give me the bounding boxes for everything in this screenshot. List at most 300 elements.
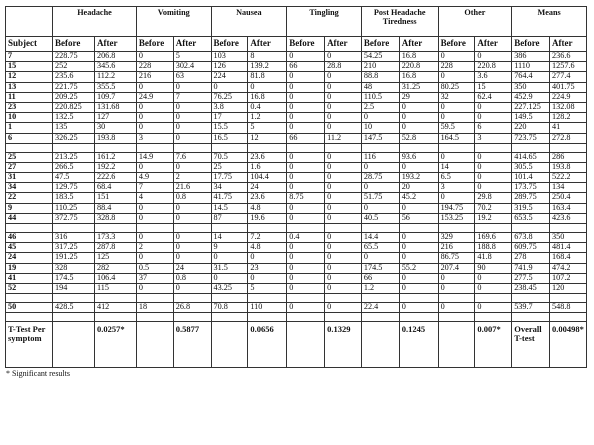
- table-cell: 109.7: [94, 92, 136, 102]
- empty-cell: [136, 143, 173, 152]
- subject-cell: 24: [6, 253, 53, 263]
- table-cell: 474.2: [550, 263, 587, 273]
- table-cell: 66: [287, 133, 325, 143]
- table-cell: 0: [287, 113, 325, 123]
- empty-cell: [248, 313, 287, 322]
- table-cell: 55.2: [399, 263, 438, 273]
- results-table: [5, 6, 587, 368]
- separator-row: [6, 143, 587, 152]
- table-cell: 127: [94, 113, 136, 123]
- table-cell: 0: [325, 203, 362, 213]
- table-cell: 7: [136, 183, 173, 193]
- empty-cell: [94, 224, 136, 233]
- table-cell: 0: [211, 253, 248, 263]
- table-cell: 80.25: [438, 82, 475, 92]
- table-cell: 147.5: [361, 133, 399, 143]
- table-cell: 0: [136, 253, 173, 263]
- table-cell: 236.6: [550, 52, 587, 62]
- subject-cell: 27: [6, 162, 53, 172]
- subject-cell: 45: [6, 243, 53, 253]
- table-body: [6, 52, 587, 322]
- table-cell: 386: [512, 52, 550, 62]
- table-row: [6, 283, 587, 293]
- table-cell: 0: [325, 183, 362, 193]
- table-cell: 548.8: [550, 303, 587, 313]
- table-cell: 0: [173, 233, 211, 243]
- table-row: [6, 72, 587, 82]
- empty-cell: [136, 224, 173, 233]
- table-cell: 59.5: [438, 123, 475, 133]
- empty-cell: [211, 294, 248, 303]
- table-cell: 1257.6: [550, 62, 587, 72]
- table-cell: 19.6: [248, 213, 287, 223]
- table-cell: 134: [550, 183, 587, 193]
- table-cell: 24.9: [136, 92, 173, 102]
- table-cell: 12: [248, 133, 287, 143]
- table-cell: 16.8: [399, 72, 438, 82]
- subject-cell: 1: [6, 123, 53, 133]
- table-cell: 0: [136, 162, 173, 172]
- table-cell: 328: [53, 263, 95, 273]
- table-cell: 5: [248, 123, 287, 133]
- table-cell: 32: [438, 92, 475, 102]
- table-cell: 163.4: [550, 203, 587, 213]
- table-cell: 4.8: [248, 203, 287, 213]
- table-cell: 0: [325, 263, 362, 273]
- table-cell: 63: [173, 72, 211, 82]
- table-cell: 7.6: [173, 152, 211, 162]
- table-cell: 286: [550, 152, 587, 162]
- table-cell: 41.75: [211, 193, 248, 203]
- table-cell: 62.4: [475, 92, 512, 102]
- table-cell: 0: [475, 102, 512, 112]
- empty-cell: [361, 143, 399, 152]
- table-row: [6, 243, 587, 253]
- header-corner: [6, 7, 53, 37]
- table-cell: 41.8: [475, 253, 512, 263]
- table-cell: 17: [211, 113, 248, 123]
- table-cell: 193.8: [550, 162, 587, 172]
- ttest-nausea: 0.0656: [248, 322, 287, 368]
- table-cell: 16.8: [248, 92, 287, 102]
- subject-cell: 44: [6, 213, 53, 223]
- table-cell: 2: [136, 243, 173, 253]
- subject-cell: 19: [6, 263, 53, 273]
- table-cell: 14.4: [361, 233, 399, 243]
- table-cell: 345.6: [94, 62, 136, 72]
- table-cell: 414.65: [512, 152, 550, 162]
- table-cell: 17.75: [211, 173, 248, 183]
- ttest-row: [6, 322, 587, 368]
- table-cell: 0: [287, 283, 325, 293]
- table-cell: 4: [136, 193, 173, 203]
- empty-cell: [6, 294, 53, 303]
- table-cell: 14: [438, 162, 475, 172]
- header-before: Before: [53, 37, 95, 52]
- table-cell: 0: [438, 72, 475, 82]
- table-cell: 1.2: [361, 283, 399, 293]
- table-cell: 1.2: [248, 113, 287, 123]
- table-cell: 0: [438, 303, 475, 313]
- table-cell: 0: [438, 273, 475, 283]
- empty-cell: [173, 143, 211, 152]
- table-cell: 0: [325, 82, 362, 92]
- footnote: * Significant results: [6, 369, 70, 379]
- table-cell: 0: [438, 52, 475, 62]
- table-cell: 305.5: [512, 162, 550, 172]
- table-cell: 0: [211, 273, 248, 283]
- table-cell: 52.8: [399, 133, 438, 143]
- table-cell: 428.5: [53, 303, 95, 313]
- table-cell: 194: [53, 283, 95, 293]
- table-cell: 250.4: [550, 193, 587, 203]
- table-cell: 4.9: [136, 173, 173, 183]
- table-cell: 22.4: [361, 303, 399, 313]
- table-row: [6, 113, 587, 123]
- subject-cell: 7: [6, 52, 53, 62]
- ttest-nausea-blank: [211, 322, 248, 368]
- table-cell: 3.6: [475, 72, 512, 82]
- table-row: [6, 253, 587, 263]
- table-row: [6, 152, 587, 162]
- table-cell: 0: [136, 233, 173, 243]
- table-cell: 31.5: [211, 263, 248, 273]
- table-cell: 0: [287, 173, 325, 183]
- table-cell: 132.5: [53, 113, 95, 123]
- header-before: Before: [136, 37, 173, 52]
- empty-cell: [475, 224, 512, 233]
- table-cell: 5: [173, 52, 211, 62]
- table-cell: 31.25: [399, 82, 438, 92]
- table-cell: 174.5: [53, 273, 95, 283]
- table-cell: 135: [53, 123, 95, 133]
- table-cell: 228: [438, 62, 475, 72]
- table-cell: 88.8: [361, 72, 399, 82]
- table-cell: 0.8: [173, 193, 211, 203]
- subject-cell: 23: [6, 102, 53, 112]
- table-cell: 0: [475, 52, 512, 62]
- table-cell: 23: [248, 263, 287, 273]
- table-cell: 0: [136, 203, 173, 213]
- table-cell: 228.75: [53, 52, 95, 62]
- empty-cell: [550, 313, 587, 322]
- table-cell: 2: [173, 173, 211, 183]
- table-cell: 45.2: [399, 193, 438, 203]
- subject-cell: 46: [6, 233, 53, 243]
- table-cell: 70.5: [211, 152, 248, 162]
- ttest-tiredness-blank: [361, 322, 399, 368]
- table-cell: 164.5: [438, 133, 475, 143]
- empty-cell: [53, 313, 95, 322]
- table-cell: 350: [512, 82, 550, 92]
- table-cell: 0: [287, 123, 325, 133]
- table-cell: 14: [211, 233, 248, 243]
- table-cell: 0: [325, 123, 362, 133]
- table-cell: 0: [325, 253, 362, 263]
- table-cell: 192.2: [94, 162, 136, 172]
- empty-cell: [550, 224, 587, 233]
- header-post-headache-tiredness: Post Headache Tiredness: [361, 7, 438, 37]
- table-cell: 0: [173, 213, 211, 223]
- header-other: Other: [438, 7, 512, 37]
- table-cell: 723.75: [512, 133, 550, 143]
- table-row: [6, 263, 587, 273]
- table-cell: 0: [136, 102, 173, 112]
- table-cell: 129.75: [53, 183, 95, 193]
- table-cell: 0: [248, 253, 287, 263]
- table-cell: 125: [94, 253, 136, 263]
- table-cell: 0: [475, 273, 512, 283]
- table-cell: 0: [399, 102, 438, 112]
- table-cell: 0: [287, 243, 325, 253]
- table-cell: 0: [211, 82, 248, 92]
- table-row: [6, 193, 587, 203]
- empty-cell: [53, 294, 95, 303]
- table-cell: 0: [399, 123, 438, 133]
- table-cell: 0: [399, 283, 438, 293]
- table-cell: 372.75: [53, 213, 95, 223]
- table-row: [6, 173, 587, 183]
- table-cell: 0.4: [248, 102, 287, 112]
- table-cell: 0: [173, 162, 211, 172]
- table-row: [6, 233, 587, 243]
- table-cell: 193.8: [94, 133, 136, 143]
- table-cell: 7: [173, 92, 211, 102]
- empty-cell: [94, 143, 136, 152]
- ttest-vomiting: 0.5877: [173, 322, 211, 368]
- table-cell: 65.5: [361, 243, 399, 253]
- table-cell: 326.25: [53, 133, 95, 143]
- table-cell: 43.25: [211, 283, 248, 293]
- table-cell: 401.75: [550, 82, 587, 92]
- table-cell: 329: [438, 233, 475, 243]
- subject-cell: 15: [6, 62, 53, 72]
- table-cell: 51.75: [361, 193, 399, 203]
- table-cell: 149.5: [512, 113, 550, 123]
- header-tingling: Tingling: [287, 7, 362, 37]
- table-cell: 88.4: [94, 203, 136, 213]
- table-cell: 0: [438, 113, 475, 123]
- empty-cell: [361, 313, 399, 322]
- table-cell: 0: [287, 102, 325, 112]
- table-cell: 0: [399, 203, 438, 213]
- table-cell: 0: [325, 162, 362, 172]
- subject-cell: 41: [6, 273, 53, 283]
- table-cell: 0: [287, 72, 325, 82]
- subject-cell: 13: [6, 82, 53, 92]
- table-cell: 224: [211, 72, 248, 82]
- empty-cell: [512, 313, 550, 322]
- header-means: Means: [512, 7, 587, 37]
- separator-row: [6, 313, 587, 322]
- table-cell: 19.2: [475, 213, 512, 223]
- table-cell: 0: [325, 72, 362, 82]
- table-cell: 0.8: [173, 273, 211, 283]
- table-cell: 0: [399, 253, 438, 263]
- header-after: After: [248, 37, 287, 52]
- table-cell: 653.5: [512, 213, 550, 223]
- ttest-other: 0.007*: [475, 322, 512, 368]
- empty-cell: [94, 294, 136, 303]
- table-cell: 302.4: [173, 62, 211, 72]
- subject-cell: 10: [6, 113, 53, 123]
- empty-cell: [94, 313, 136, 322]
- empty-cell: [53, 224, 95, 233]
- empty-cell: [438, 294, 475, 303]
- ttest-headache: 0.0257*: [94, 322, 136, 368]
- table-cell: 0: [325, 243, 362, 253]
- table-cell: 0: [325, 213, 362, 223]
- table-cell: 68.4: [94, 183, 136, 193]
- table-cell: 70.2: [475, 203, 512, 213]
- table-cell: 20: [399, 183, 438, 193]
- table-cell: 0: [399, 273, 438, 283]
- header-vomiting: Vomiting: [136, 7, 211, 37]
- table-cell: 47.5: [53, 173, 95, 183]
- ttest-tiredness: 0.1245: [399, 322, 438, 368]
- table-cell: 0: [136, 82, 173, 92]
- table-cell: 0: [325, 273, 362, 283]
- table-cell: 0: [173, 82, 211, 92]
- table-cell: 14.5: [211, 203, 248, 213]
- table-cell: 56: [399, 213, 438, 223]
- table-cell: 0: [287, 183, 325, 193]
- table-cell: 16.8: [399, 52, 438, 62]
- table-cell: 0: [361, 183, 399, 193]
- empty-cell: [475, 313, 512, 322]
- table-cell: 26.8: [173, 303, 211, 313]
- empty-cell: [325, 294, 362, 303]
- table-row: [6, 92, 587, 102]
- ttest-headache-blank: [53, 322, 95, 368]
- table-cell: 28.8: [325, 62, 362, 72]
- table-cell: 0: [475, 283, 512, 293]
- table-row: [6, 102, 587, 112]
- table-cell: 103: [211, 52, 248, 62]
- table-cell: 539.7: [512, 303, 550, 313]
- ttest-overall: 0.00498*: [550, 322, 587, 368]
- table-cell: 0: [287, 213, 325, 223]
- empty-cell: [361, 294, 399, 303]
- empty-cell: [361, 224, 399, 233]
- table-cell: 282: [94, 263, 136, 273]
- table-cell: 317.25: [53, 243, 95, 253]
- empty-cell: [211, 143, 248, 152]
- table-cell: 0: [325, 283, 362, 293]
- table-cell: 66: [361, 273, 399, 283]
- table-cell: 93.6: [399, 152, 438, 162]
- table-cell: 266.5: [53, 162, 95, 172]
- table-cell: 277.5: [512, 273, 550, 283]
- empty-cell: [512, 143, 550, 152]
- table-row: [6, 183, 587, 193]
- empty-cell: [287, 224, 325, 233]
- table-cell: 0: [475, 303, 512, 313]
- table-row: [6, 303, 587, 313]
- table-cell: 0: [136, 113, 173, 123]
- table-cell: 106.4: [94, 273, 136, 283]
- table-cell: 183.5: [53, 193, 95, 203]
- table-cell: 423.6: [550, 213, 587, 223]
- empty-cell: [438, 313, 475, 322]
- empty-cell: [6, 313, 53, 322]
- table-cell: 161.2: [94, 152, 136, 162]
- table-cell: 40.5: [361, 213, 399, 223]
- table-cell: 87: [211, 213, 248, 223]
- table-cell: 153.25: [438, 213, 475, 223]
- table-cell: 278: [512, 253, 550, 263]
- table-cell: 168.4: [550, 253, 587, 263]
- table-cell: 112.2: [94, 72, 136, 82]
- table-cell: 252: [53, 62, 95, 72]
- empty-cell: [53, 143, 95, 152]
- header-before: Before: [361, 37, 399, 52]
- table-cell: 0: [399, 113, 438, 123]
- table-cell: 213.25: [53, 152, 95, 162]
- table-cell: 23.6: [248, 193, 287, 203]
- table-cell: 0: [173, 253, 211, 263]
- table-cell: 29.8: [475, 193, 512, 203]
- table-cell: 28.75: [361, 173, 399, 183]
- table-cell: 194.75: [438, 203, 475, 213]
- table-cell: 110: [248, 303, 287, 313]
- separator-row: [6, 294, 587, 303]
- empty-cell: [399, 313, 438, 322]
- table-cell: 48: [361, 82, 399, 92]
- table-cell: 350: [550, 233, 587, 243]
- table-cell: 139.2: [248, 62, 287, 72]
- empty-cell: [248, 294, 287, 303]
- table-cell: 54.25: [361, 52, 399, 62]
- header-subject: Subject: [6, 37, 53, 52]
- empty-cell: [248, 224, 287, 233]
- empty-cell: [512, 294, 550, 303]
- header-headache: Headache: [53, 7, 137, 37]
- empty-cell: [173, 224, 211, 233]
- table-cell: 0: [399, 243, 438, 253]
- table-cell: 76.25: [211, 92, 248, 102]
- table-cell: 86.75: [438, 253, 475, 263]
- table-cell: 355.5: [94, 82, 136, 92]
- table-cell: 2.5: [361, 102, 399, 112]
- table-cell: 224.9: [550, 92, 587, 102]
- subject-cell: 9: [6, 203, 53, 213]
- ttest-label: T-Test Per symptom: [6, 322, 53, 368]
- empty-cell: [475, 294, 512, 303]
- table-cell: 0: [287, 162, 325, 172]
- table-row: [6, 203, 587, 213]
- table-cell: 0: [361, 113, 399, 123]
- table-cell: 287.8: [94, 243, 136, 253]
- table-cell: 0: [136, 52, 173, 62]
- empty-cell: [6, 224, 53, 233]
- table-cell: 210: [361, 62, 399, 72]
- table-row: [6, 162, 587, 172]
- table-cell: 0.4: [287, 233, 325, 243]
- table-cell: 3: [136, 133, 173, 143]
- table-cell: 151: [94, 193, 136, 203]
- table-row: [6, 62, 587, 72]
- table-cell: 193.2: [399, 173, 438, 183]
- table-cell: 21.6: [173, 183, 211, 193]
- table-cell: 0: [438, 152, 475, 162]
- table-cell: 220.825: [53, 102, 95, 112]
- subject-cell: 31: [6, 173, 53, 183]
- table-cell: 81.8: [248, 72, 287, 82]
- table-cell: 221.75: [53, 82, 95, 92]
- table-cell: 0: [399, 162, 438, 172]
- table-cell: 0: [248, 273, 287, 283]
